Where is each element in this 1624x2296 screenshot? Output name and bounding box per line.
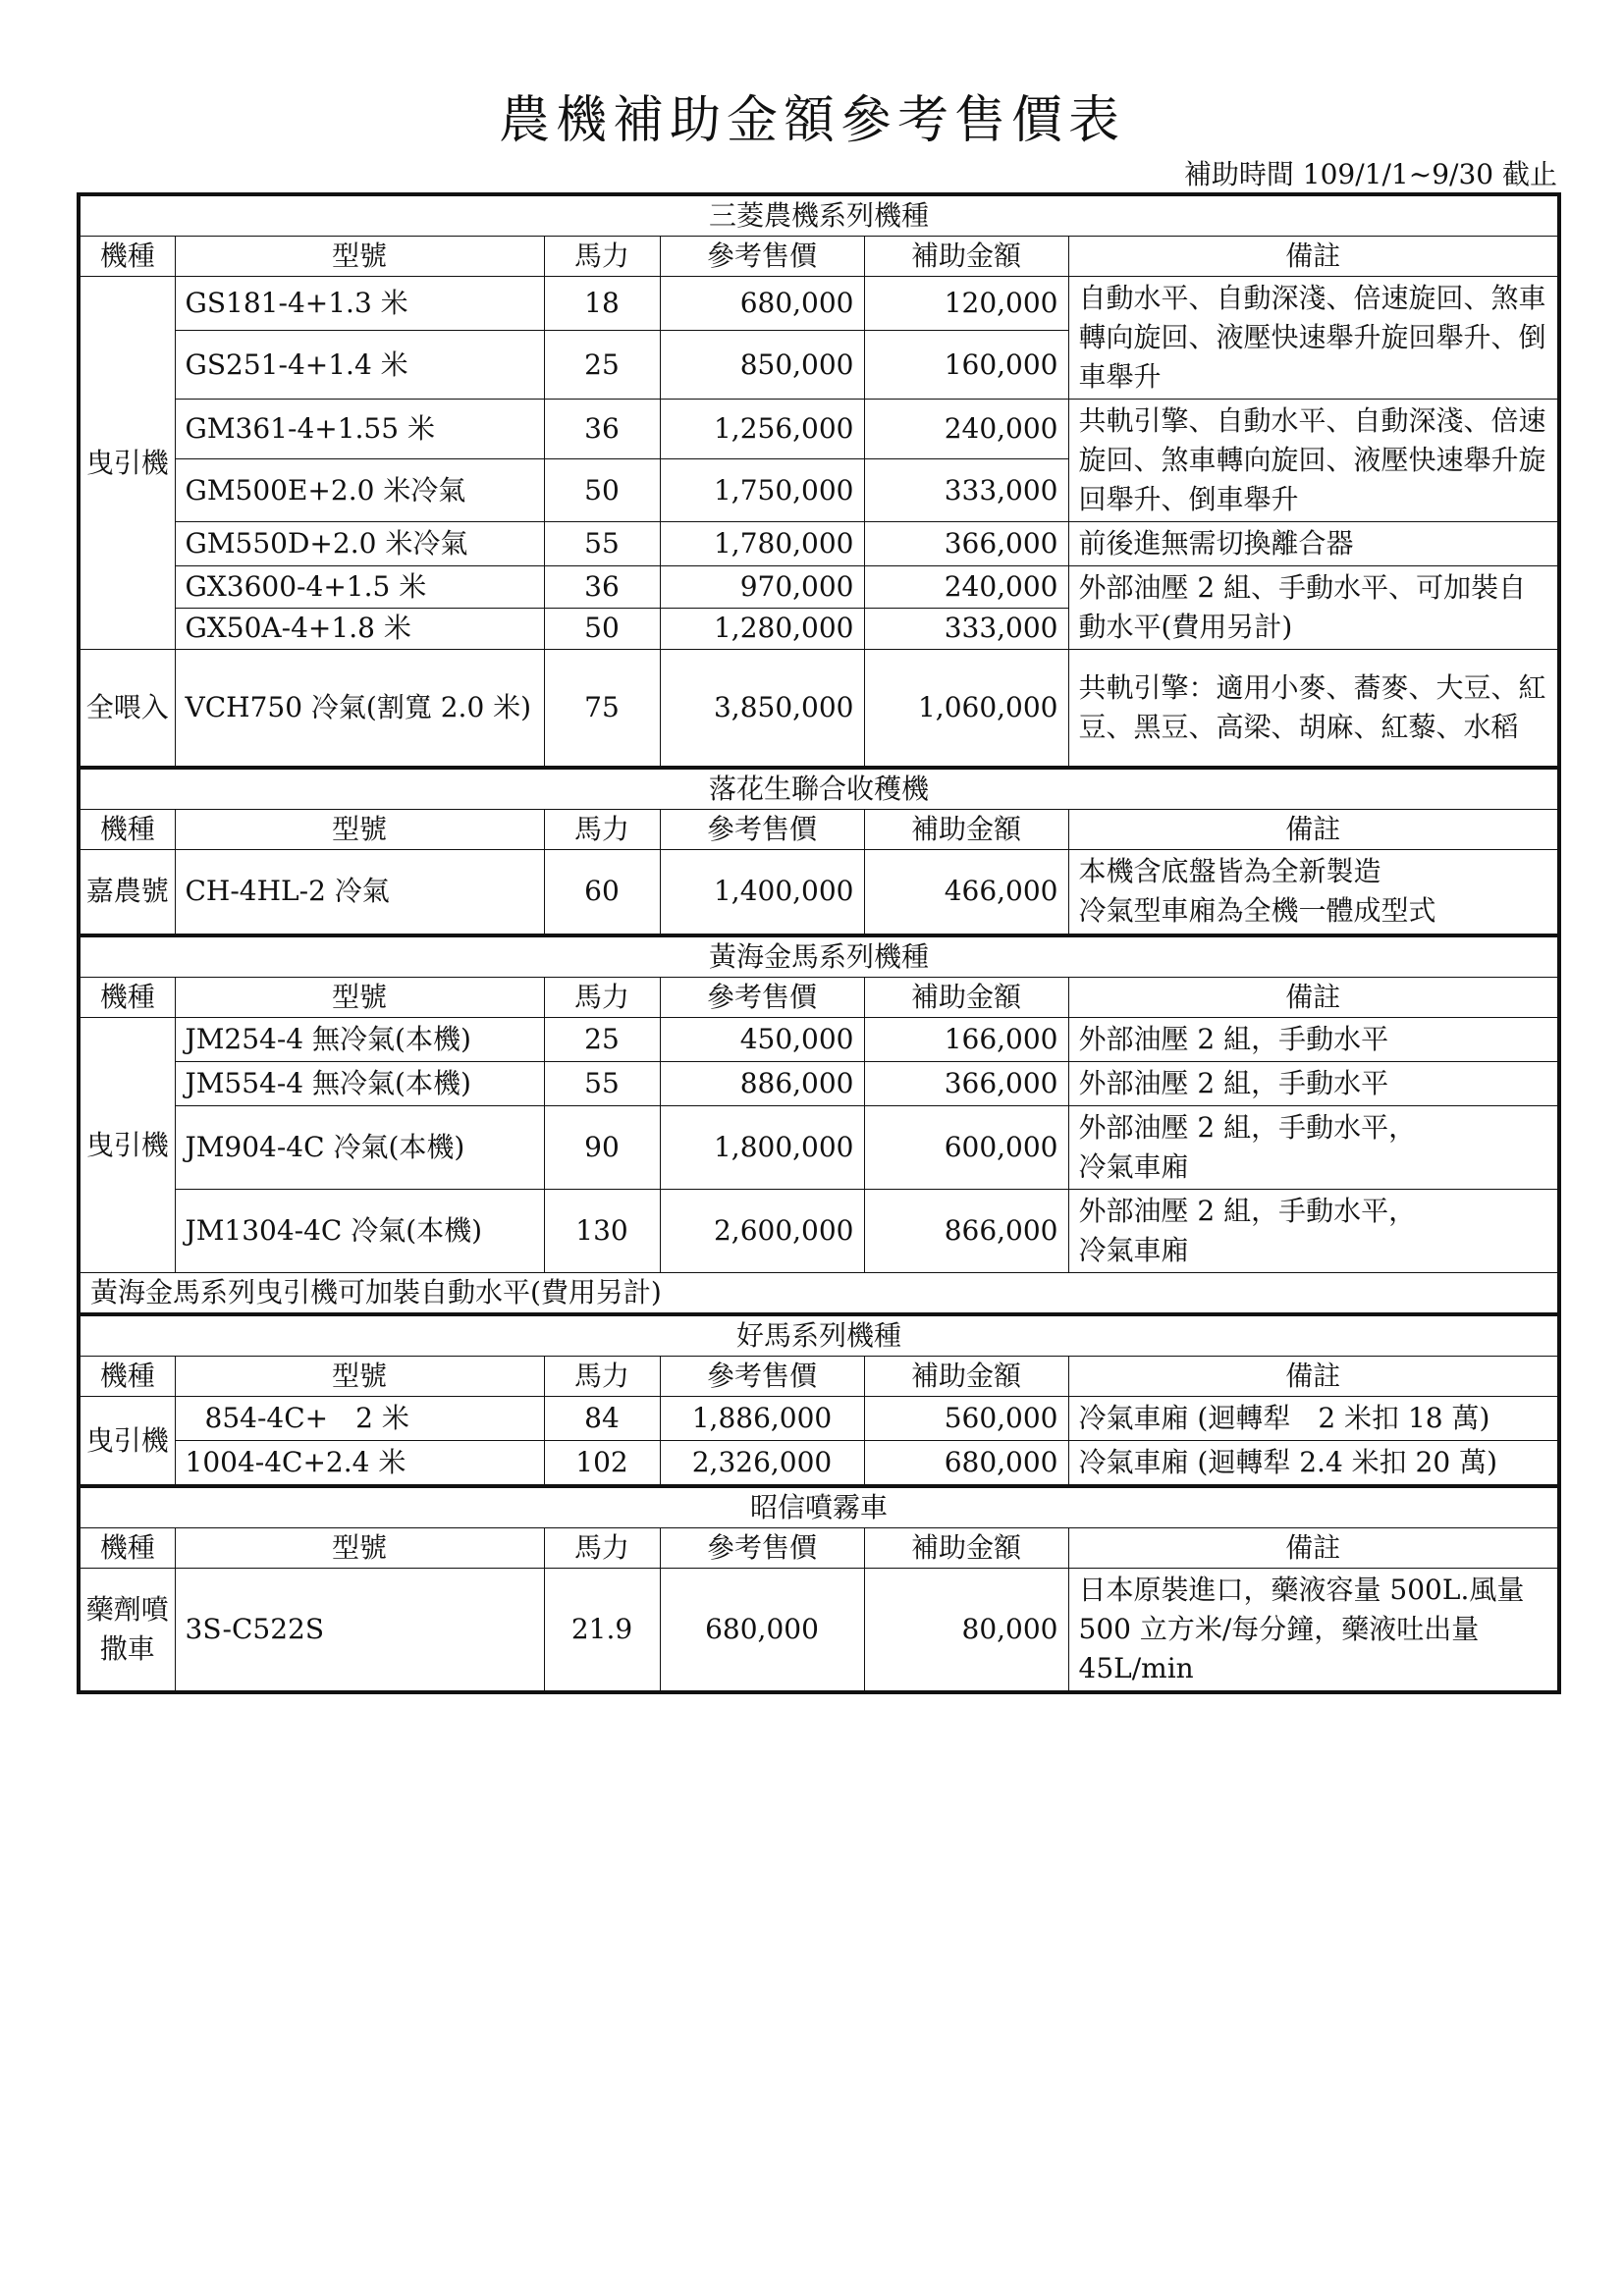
header-price: 參考售價	[660, 237, 864, 277]
machine-type: 藥劑噴撒車	[79, 1569, 175, 1693]
header-price: 參考售價	[660, 1357, 864, 1397]
subsidy-cell: 560,000	[864, 1397, 1068, 1441]
table-row	[79, 277, 1559, 331]
section-huanghai-jinma	[79, 935, 1559, 1314]
header-model: 型號	[175, 809, 544, 849]
hp-cell: 18	[544, 277, 660, 331]
price-cell: 2,600,000	[660, 1190, 864, 1273]
machine-type: 曳引機	[79, 1397, 175, 1487]
header-subsidy: 補助金額	[864, 237, 1068, 277]
header-type: 機種	[79, 1528, 175, 1569]
table-row	[79, 400, 1559, 459]
price-cell: 1,280,000	[660, 608, 864, 650]
section-title: 好馬系列機種	[79, 1314, 1559, 1357]
header-subsidy: 補助金額	[864, 809, 1068, 849]
hp-cell: 60	[544, 849, 660, 935]
note-cell: 冷氣車廂 (迴轉犁 2 米扣 18 萬)	[1068, 1397, 1559, 1441]
hp-cell: 50	[544, 459, 660, 522]
model-cell: 854-4C+ 2 米	[175, 1397, 544, 1441]
price-cell: 2,326,000	[660, 1441, 864, 1487]
hp-cell: 50	[544, 608, 660, 650]
note-cell: 自動水平、自動深淺、倍速旋回、煞車轉向旋回、液壓快速舉升旋回舉升、倒車舉升	[1068, 277, 1559, 400]
header-hp: 馬力	[544, 1357, 660, 1397]
price-cell: 970,000	[660, 566, 864, 609]
table-row	[79, 566, 1559, 609]
header-row	[79, 978, 1559, 1018]
subsidy-cell: 166,000	[864, 1018, 1068, 1062]
subsidy-cell: 366,000	[864, 522, 1068, 566]
price-cell: 450,000	[660, 1018, 864, 1062]
hp-cell: 25	[544, 1018, 660, 1062]
note-cell: 前後進無需切換離合器	[1068, 522, 1559, 566]
subsidy-cell: 120,000	[864, 277, 1068, 331]
section-footnote: 黃海金馬系列曳引機可加裝自動水平(費用另計)	[79, 1273, 1559, 1315]
hp-cell: 84	[544, 1397, 660, 1441]
header-hp: 馬力	[544, 809, 660, 849]
table-row	[79, 1106, 1559, 1190]
table-row	[79, 650, 1559, 768]
subsidy-cell: 160,000	[864, 331, 1068, 400]
model-cell: 3S-C522S	[175, 1569, 544, 1693]
model-cell: CH-4HL-2 冷氣	[175, 849, 544, 935]
section-zhaoxin-sprayer	[79, 1486, 1559, 1692]
subsidy-period: 補助時間 109/1/1~9/30 截止	[1183, 158, 1557, 190]
table-row	[79, 1190, 1559, 1273]
table-row	[79, 849, 1559, 935]
hp-cell: 36	[544, 400, 660, 459]
hp-cell: 25	[544, 331, 660, 400]
section-peanut-harvester	[79, 768, 1559, 936]
price-cell: 1,800,000	[660, 1106, 864, 1190]
model-cell: GS251-4+1.4 米	[175, 331, 544, 400]
header-model: 型號	[175, 1528, 544, 1569]
hp-cell: 90	[544, 1106, 660, 1190]
table-row	[79, 522, 1559, 566]
model-cell: JM904-4C 冷氣(本機)	[175, 1106, 544, 1190]
machine-type: 嘉農號	[79, 849, 175, 935]
hp-cell: 130	[544, 1190, 660, 1273]
header-note: 備註	[1068, 1357, 1559, 1397]
model-cell: VCH750 冷氣(割寬 2.0 米)	[175, 650, 544, 768]
subsidy-cell: 240,000	[864, 566, 1068, 609]
note-cell: 外部油壓 2 組、手動水平、可加裝自動水平(費用另計)	[1068, 566, 1559, 650]
section-title: 落花生聯合收穫機	[79, 768, 1559, 810]
subsidy-cell: 866,000	[864, 1190, 1068, 1273]
model-cell: GX3600-4+1.5 米	[175, 566, 544, 609]
note-cell: 共軌引擎、自動水平、自動深淺、倍速旋回、煞車轉向旋回、液壓快速舉升旋回舉升、倒車舉升	[1068, 400, 1559, 522]
header-note: 備註	[1068, 809, 1559, 849]
subsidy-cell: 600,000	[864, 1106, 1068, 1190]
hp-cell: 55	[544, 522, 660, 566]
price-cell: 1,750,000	[660, 459, 864, 522]
price-cell: 680,000	[660, 1569, 864, 1693]
header-note: 備註	[1068, 1528, 1559, 1569]
hp-cell: 102	[544, 1441, 660, 1487]
machine-type: 曳引機	[79, 277, 175, 650]
header-type: 機種	[79, 978, 175, 1018]
table-row	[79, 1397, 1559, 1441]
header-hp: 馬力	[544, 237, 660, 277]
note-cell: 外部油壓 2 組，手動水平	[1068, 1018, 1559, 1062]
subsidy-cell: 680,000	[864, 1441, 1068, 1487]
model-cell: 1004-4C+2.4 米	[175, 1441, 544, 1487]
header-hp: 馬力	[544, 978, 660, 1018]
subsidy-cell: 333,000	[864, 608, 1068, 650]
header-subsidy: 補助金額	[864, 1528, 1068, 1569]
note-cell: 外部油壓 2 組，手動水平	[1068, 1062, 1559, 1106]
header-price: 參考售價	[660, 1528, 864, 1569]
hp-cell: 75	[544, 650, 660, 768]
section-title: 三菱農機系列機種	[79, 194, 1559, 237]
header-model: 型號	[175, 1357, 544, 1397]
note-cell: 外部油壓 2 組，手動水平， 冷氣車廂	[1068, 1106, 1559, 1190]
header-row	[79, 237, 1559, 277]
table-row	[79, 1441, 1559, 1487]
hp-cell: 21.9	[544, 1569, 660, 1693]
header-row	[79, 1528, 1559, 1569]
header-type: 機種	[79, 237, 175, 277]
table-row	[79, 1018, 1559, 1062]
model-cell: JM554-4 無冷氣(本機)	[175, 1062, 544, 1106]
subsidy-cell: 466,000	[864, 849, 1068, 935]
section-mitsubishi	[79, 194, 1559, 768]
note-cell: 日本原裝進口，藥液容量 500L.風量 500 立方米/每分鐘，藥液吐出量 45L/min	[1068, 1569, 1559, 1693]
subsidy-cell: 333,000	[864, 459, 1068, 522]
subsidy-cell: 366,000	[864, 1062, 1068, 1106]
header-model: 型號	[175, 978, 544, 1018]
price-cell: 1,256,000	[660, 400, 864, 459]
header-note: 備註	[1068, 237, 1559, 277]
model-cell: GS181-4+1.3 米	[175, 277, 544, 331]
model-cell: GX50A-4+1.8 米	[175, 608, 544, 650]
footnote-row	[79, 1273, 1559, 1315]
header-model: 型號	[175, 237, 544, 277]
price-cell: 1,886,000	[660, 1397, 864, 1441]
price-cell: 680,000	[660, 277, 864, 331]
model-cell: JM254-4 無冷氣(本機)	[175, 1018, 544, 1062]
note-cell: 外部油壓 2 組，手動水平， 冷氣車廂	[1068, 1190, 1559, 1273]
header-type: 機種	[79, 1357, 175, 1397]
hp-cell: 36	[544, 566, 660, 609]
note-cell: 共軌引擎：適用小麥、蕎麥、大豆、紅豆、黑豆、高梁、胡麻、紅藜、水稻	[1068, 650, 1559, 768]
subsidy-cell: 240,000	[864, 400, 1068, 459]
header-row	[79, 1357, 1559, 1397]
header-row	[79, 809, 1559, 849]
model-cell: GM361-4+1.55 米	[175, 400, 544, 459]
price-cell: 886,000	[660, 1062, 864, 1106]
price-table	[77, 192, 1561, 1694]
header-hp: 馬力	[544, 1528, 660, 1569]
section-title: 昭信噴霧車	[79, 1486, 1559, 1528]
subsidy-cell: 1,060,000	[864, 650, 1068, 768]
machine-type: 曳引機	[79, 1018, 175, 1273]
machine-type: 全喂入	[79, 650, 175, 768]
hp-cell: 55	[544, 1062, 660, 1106]
model-cell: GM550D+2.0 米冷氣	[175, 522, 544, 566]
document-title: 農機補助金額參考售價表	[498, 91, 1125, 150]
model-cell: GM500E+2.0 米冷氣	[175, 459, 544, 522]
price-cell: 850,000	[660, 331, 864, 400]
section-haoma	[79, 1314, 1559, 1486]
subsidy-cell: 80,000	[864, 1569, 1068, 1693]
header-type: 機種	[79, 809, 175, 849]
price-cell: 1,780,000	[660, 522, 864, 566]
note-cell: 冷氣車廂 (迴轉犁 2.4 米扣 20 萬)	[1068, 1441, 1559, 1487]
note-cell: 本機含底盤皆為全新製造 冷氣型車廂為全機一體成型式	[1068, 849, 1559, 935]
model-cell: JM1304-4C 冷氣(本機)	[175, 1190, 544, 1273]
price-cell: 1,400,000	[660, 849, 864, 935]
header-subsidy: 補助金額	[864, 978, 1068, 1018]
header-price: 參考售價	[660, 978, 864, 1018]
price-cell: 3,850,000	[660, 650, 864, 768]
header-subsidy: 補助金額	[864, 1357, 1068, 1397]
header-price: 參考售價	[660, 809, 864, 849]
table-row	[79, 1569, 1559, 1693]
header-note: 備註	[1068, 978, 1559, 1018]
table-row	[79, 1062, 1559, 1106]
section-title: 黃海金馬系列機種	[79, 935, 1559, 978]
